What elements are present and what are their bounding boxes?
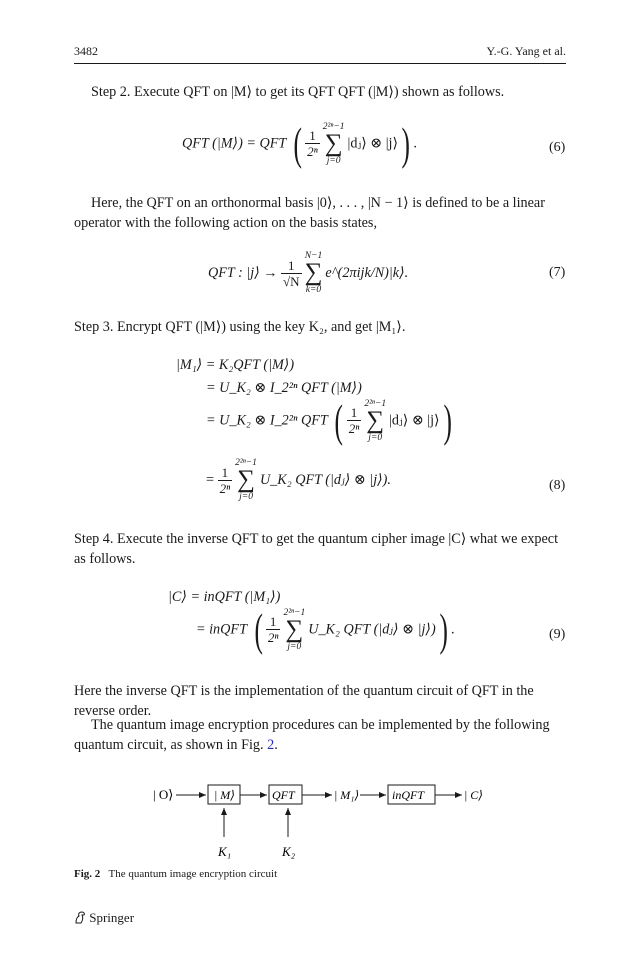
- box-qft-label: QFT: [272, 788, 295, 802]
- eq7-sum-upper: N−1: [304, 251, 323, 261]
- eq8-line4-pre: =: [206, 471, 215, 488]
- encryption-circuit-diagram: [140, 770, 500, 865]
- circuit-paragraph-text: The quantum image encryption procedures can be implemented by the following quantum circuit, as shown in Fig.: [74, 717, 550, 753]
- caption-text: The quantum image encryption circuit: [108, 868, 278, 880]
- eq9-trail: .: [451, 621, 455, 638]
- eq8-line3-pre: = U_K₂ ⊗ I_2²ⁿ QFT: [206, 412, 328, 429]
- eq8-line3-den: 2ⁿ: [348, 421, 360, 436]
- eq8-line4-den: 2ⁿ: [219, 480, 231, 496]
- eq8-number: (8): [549, 478, 566, 493]
- eq8-line3-upper: 2²ⁿ−1: [364, 398, 387, 409]
- eq9-line2-pre: = inQFT: [196, 621, 247, 638]
- eq8-line4-upper: 2²ⁿ−1: [235, 458, 257, 468]
- circuit-mid-label: | M₁⟩: [334, 788, 360, 802]
- qft-definition-paragraph: Here, the QFT on an orthonormal basis |0⟩, . . . , |N − 1⟩ is defined to be a linear operator with the following action on the basis states,: [74, 195, 545, 231]
- running-head-authors: Y.-G. Yang et al.: [486, 44, 566, 58]
- eq9-body: U_K₂ QFT (|dⱼ⟩ ⊗ |j⟩): [308, 621, 436, 638]
- eq9-upper: 2²ⁿ−1: [283, 607, 306, 618]
- eq7-body: e^(2πijk/N)|k⟩.: [325, 264, 409, 281]
- circuit-output-label: | C⟩: [464, 788, 483, 802]
- eq6-trail: .: [413, 135, 417, 152]
- eq8-line3-body: |dⱼ⟩ ⊗ |j⟩: [389, 412, 440, 429]
- eq7-coef-num: 1: [281, 259, 302, 274]
- eq8-line4: = $\frac{1}{\text{2ⁿ}}$ 2²ⁿ−1 ∑ j=0 U_K₂ QFT (|dⱼ⟩ ⊗ |j⟩).: [206, 458, 391, 502]
- eq6-coef-den: 2ⁿ: [307, 144, 318, 159]
- eq6-lhs: QFT (|M⟩) = QFT: [182, 135, 287, 152]
- eq6-sum-upper: 2²ⁿ−1: [322, 121, 345, 132]
- eq9-number: (9): [549, 627, 566, 642]
- box-m-label: | M⟩: [214, 788, 235, 802]
- eq8-line3-lower: j=0: [368, 432, 383, 443]
- eq8-line3: = U_K₂ ⊗ I_2²ⁿ QFT ( $\frac{1}{\text{2ⁿ}}$ 2²ⁿ−1 ∑ j=0 |dⱼ⟩ ⊗ |j⟩): [206, 395, 452, 446]
- circuit-paragraph: [74, 716, 566, 755]
- key1-label: K₁: [218, 844, 232, 859]
- eq6-sum-lower: j=0: [326, 155, 341, 166]
- eq9-num: 1: [266, 615, 281, 630]
- eq9-line1: |C⟩ = inQFT (|M₁⟩): [168, 589, 281, 605]
- caption-label: Fig. 2: [74, 868, 101, 880]
- eq8-line2: = U_K₂ ⊗ I_2²ⁿ QFT (|M⟩): [206, 380, 362, 396]
- key2-label: K₂: [282, 844, 296, 859]
- eq8-line1: |M₁⟩ = K₂QFT (|M⟩): [176, 357, 295, 373]
- step2-text: Step 2. Execute QFT on |M⟩ to get its QFT QFT (|M⟩) shown as follows.: [91, 84, 505, 100]
- eq8-line4-lower: j=0: [239, 492, 253, 502]
- springer-footer: [74, 910, 134, 926]
- header-rule: [74, 63, 566, 64]
- eq6-number: (6): [549, 140, 566, 155]
- eq7-sum-lower: k=0: [305, 285, 322, 295]
- publisher-name: Springer: [89, 910, 135, 925]
- fig-2-link[interactable]: 2: [267, 736, 275, 753]
- eq9-lower: j=0: [287, 641, 302, 652]
- springer-horse-logo-icon: [74, 911, 86, 924]
- eq7-lhs: QFT : |j⟩ →: [208, 264, 278, 281]
- inverse-qft-paragraph: Here the inverse QFT is the implementation of the quantum circuit of QFT in the reverse order.: [74, 683, 534, 719]
- eq7-coef-den: √N: [283, 273, 300, 289]
- box-inqft-label: inQFT: [392, 788, 425, 802]
- eq6-coef-num: 1: [305, 129, 320, 144]
- eq9-den: 2ⁿ: [267, 630, 279, 645]
- eq7-number: (7): [549, 265, 566, 280]
- equation-6: QFT (|M⟩) = QFT ( $\frac{1}{\text{2ⁿ}}$ 2²ⁿ−1 ∑ j=0 |dⱼ⟩ ⊗ |j⟩) .: [182, 118, 417, 169]
- circuit-input-label: | O⟩: [153, 787, 174, 802]
- eq8-line3-num: 1: [347, 406, 362, 421]
- eq8-line4-body: U_K₂ QFT (|dⱼ⟩ ⊗ |j⟩).: [259, 471, 391, 488]
- equation-7: QFT : |j⟩ → $\frac{1}{√N}$ N−1 ∑ k=0 e^(2πijk/N)|k⟩.: [208, 251, 409, 295]
- figure-caption: [74, 868, 277, 880]
- eq9-line2: = inQFT ( $\frac{1}{\text{2ⁿ}}$ 2²ⁿ−1 ∑ j=0 U_K₂ QFT (|dⱼ⟩ ⊗ |j⟩)) .: [196, 604, 455, 655]
- eq8-line4-num: 1: [218, 466, 233, 481]
- step3-text: Step 3. Encrypt QFT (|M⟩) using the key K₂, and get |M₁⟩.: [74, 319, 406, 335]
- step4-text: Step 4. Execute the inverse QFT to get the quantum cipher image |C⟩ what we expect as follows.: [74, 531, 559, 567]
- eq6-body: |dⱼ⟩ ⊗ |j⟩: [347, 135, 399, 152]
- circuit-paragraph-end: .: [274, 736, 278, 753]
- page-number: 3482: [74, 44, 98, 58]
